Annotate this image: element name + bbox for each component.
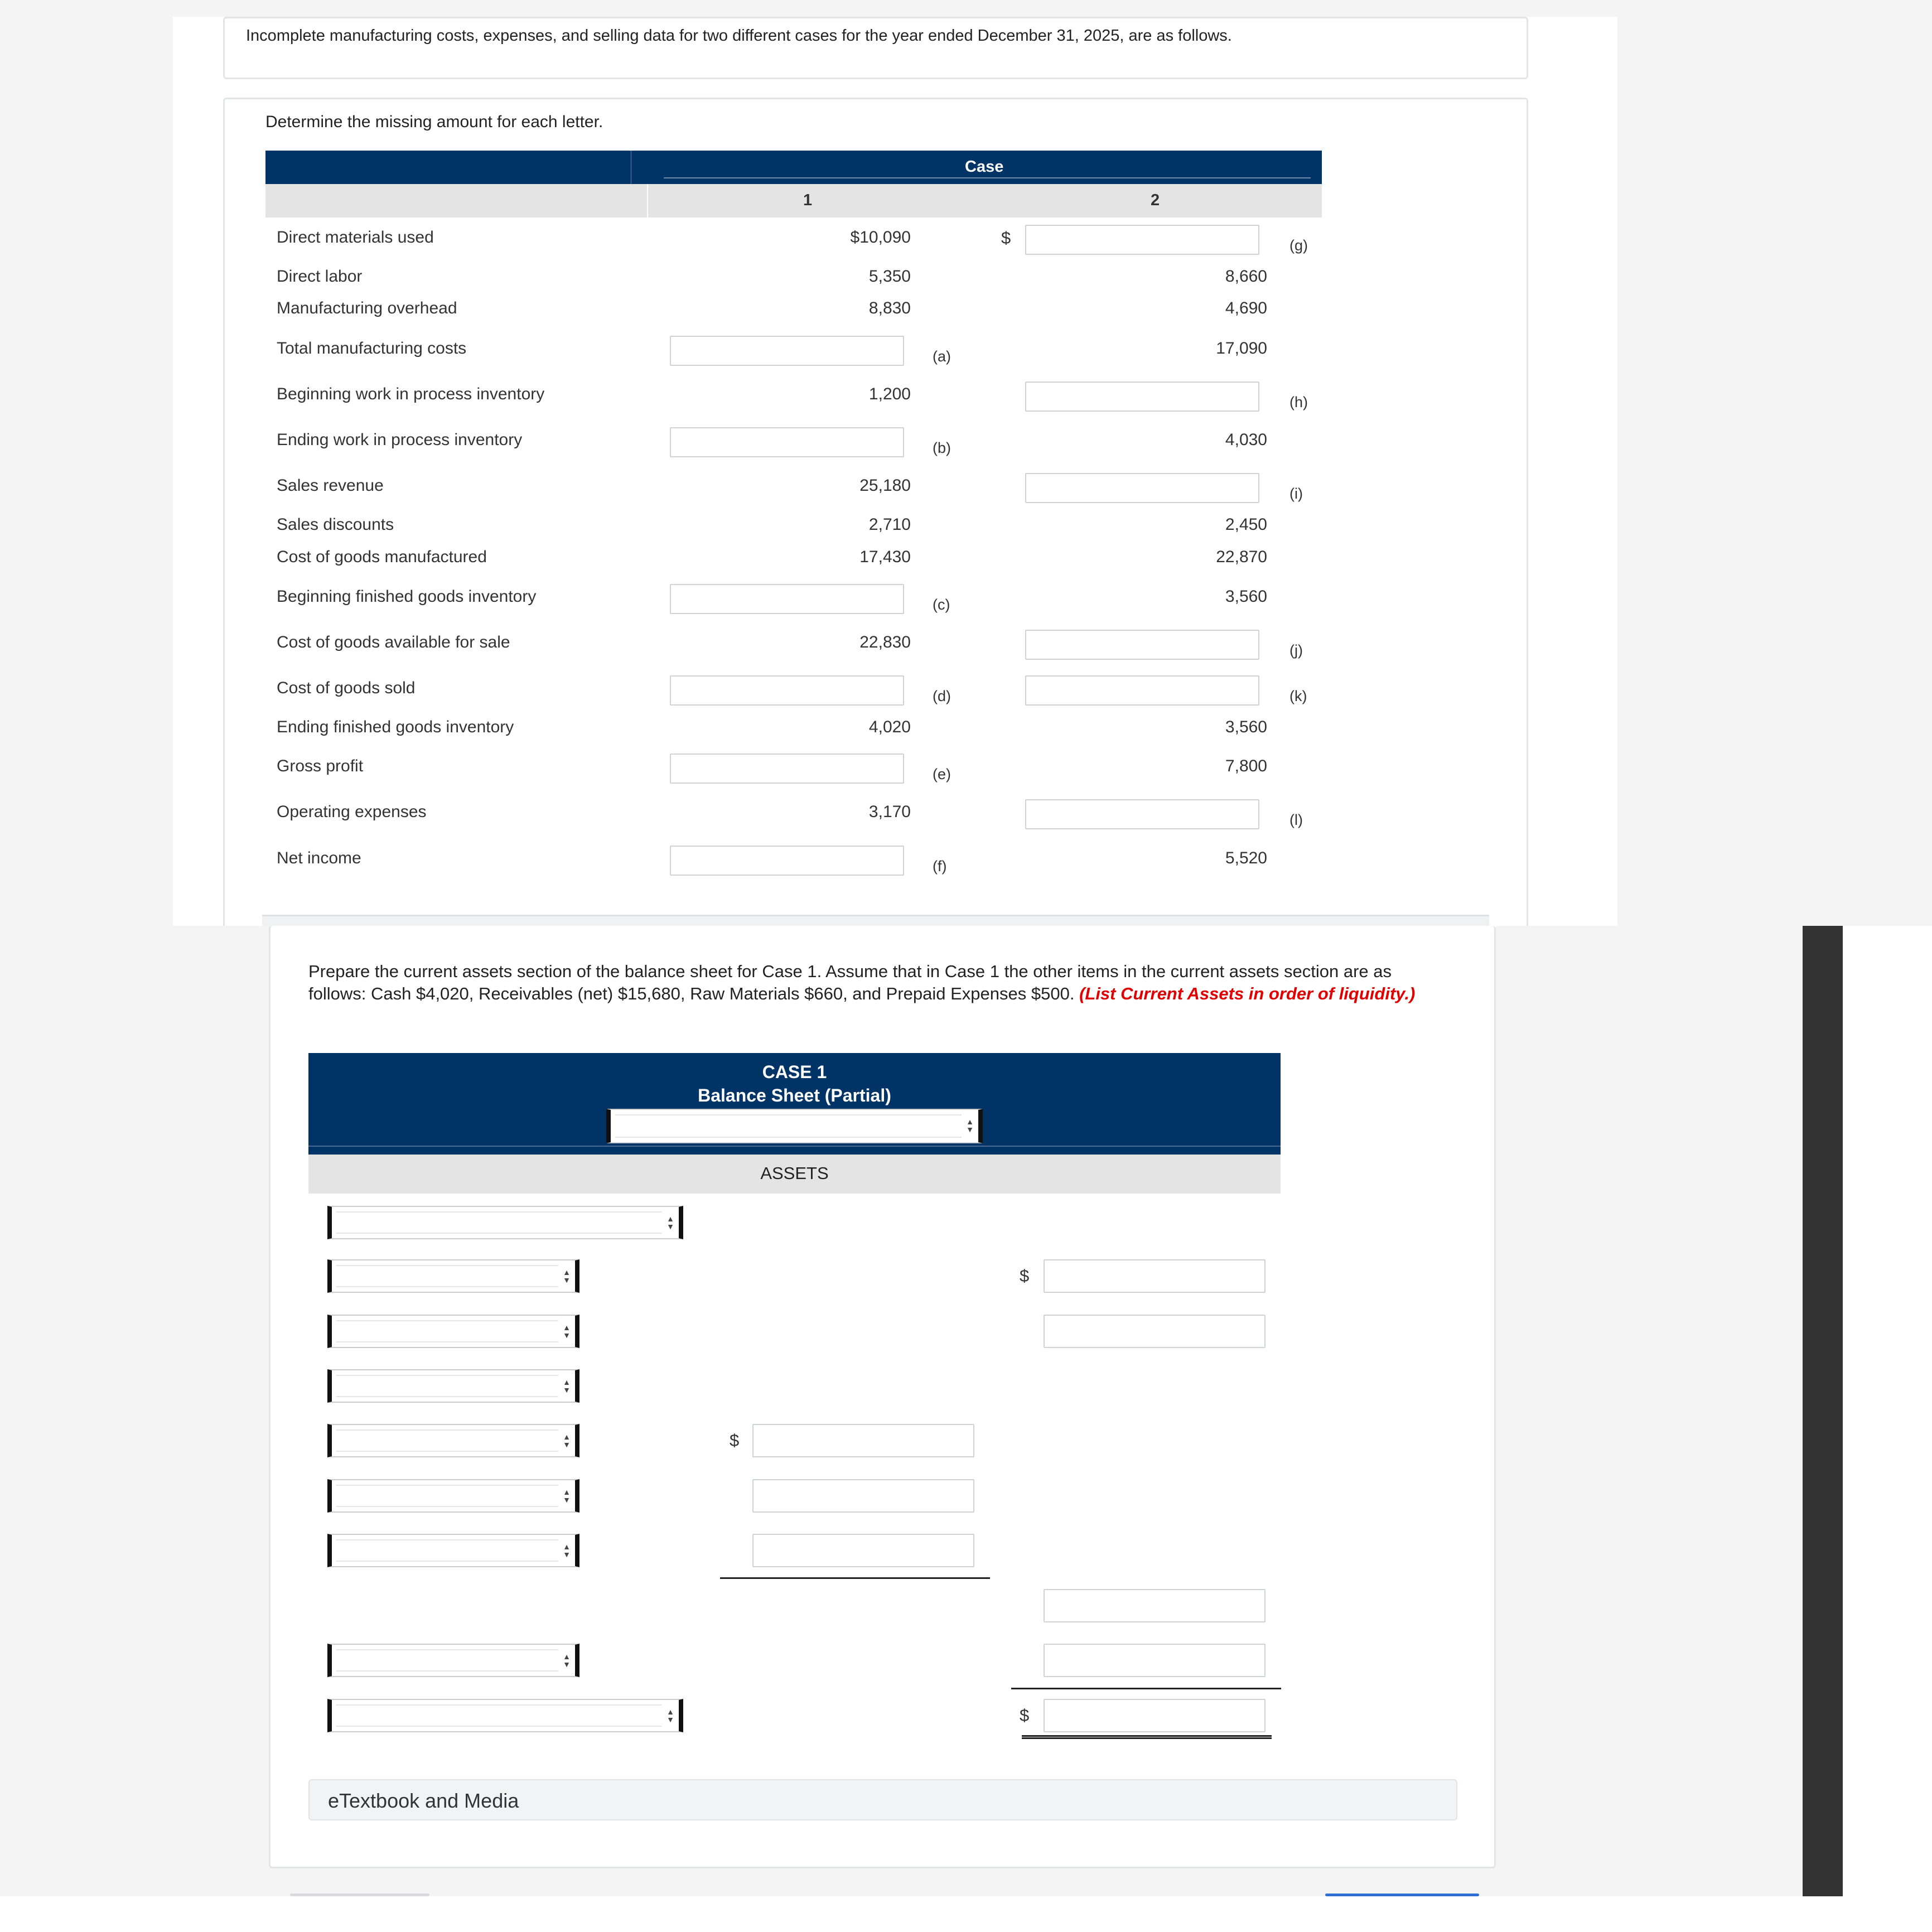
case2-value: 8,660 (1225, 267, 1267, 286)
case-subheader-bar (265, 184, 1322, 218)
case2-letter: (g) (1289, 237, 1308, 254)
case-subheader-divider (647, 184, 648, 218)
row-label: Gross profit (277, 757, 364, 775)
account-dropdown[interactable] (327, 1424, 579, 1457)
case-header-bar (265, 151, 1322, 184)
case2-letter: (h) (1289, 394, 1308, 410)
case1-value: 22,830 (859, 633, 911, 651)
bottom-right-button-edge[interactable] (1325, 1894, 1479, 1896)
dropdown-arrow-icon: ▲ ▼ (563, 1542, 571, 1559)
dropdown-arrow-icon: ▲ ▼ (563, 1323, 571, 1340)
case1-answer-input[interactable] (670, 754, 904, 784)
part2-instruction (308, 960, 1446, 1005)
case2-value: 3,560 (1225, 718, 1267, 736)
scrollbar-track[interactable] (1803, 926, 1843, 1896)
dollar-sign: $ (1020, 1266, 1030, 1286)
account-dropdown[interactable] (327, 1644, 579, 1677)
subtotal-underline (720, 1577, 990, 1579)
case2-value: 2,450 (1225, 515, 1267, 534)
amount-input[interactable] (1044, 1315, 1266, 1348)
row-label: Manufacturing overhead (277, 299, 457, 317)
dropdown-arrow-icon: ▲ ▼ (666, 1214, 674, 1231)
current-assets-heading-dropdown[interactable] (327, 1206, 683, 1239)
case2-value: 7,800 (1225, 757, 1267, 775)
part1-instruction: Determine the missing amount for each letter. (265, 113, 603, 131)
row-label: Ending finished goods inventory (277, 718, 514, 736)
case-header-label: Case (965, 158, 1004, 176)
case1-letter: (f) (933, 858, 947, 875)
dropdown-arrow-icon: ▲ ▼ (563, 1487, 571, 1504)
case1-value: 8,830 (868, 299, 911, 317)
row-label: Beginning finished goods inventory (277, 587, 537, 606)
case1-letter: (c) (933, 596, 950, 613)
case1-answer-input[interactable] (670, 584, 904, 614)
row-label: Sales discounts (277, 515, 394, 534)
intro-text: Incomplete manufacturing costs, expenses, and selling data for two different cases for the year ended December 31, 2025, are as follows. (246, 27, 1232, 45)
lower-background-right (1496, 926, 1803, 1896)
page-background-left (0, 0, 173, 926)
case1-value: 1,200 (868, 385, 911, 403)
case2-value: 3,560 (1225, 587, 1267, 606)
case1-value: 3,170 (868, 803, 911, 821)
case1-value: 2,710 (868, 515, 911, 534)
inventory-amount-input[interactable] (752, 1534, 974, 1567)
case1-value: 5,350 (868, 267, 911, 286)
page-background-top (173, 0, 1617, 17)
etextbook-link[interactable]: eTextbook and Media (328, 1789, 519, 1812)
case1-letter: (d) (933, 688, 951, 704)
header-underline (308, 1146, 1281, 1147)
case1-letter: (e) (933, 766, 951, 783)
dollar-sign: $ (730, 1431, 740, 1450)
case1-value: 4,020 (868, 718, 911, 736)
case-header-divider (630, 151, 632, 184)
inventory-amount-input[interactable] (752, 1424, 974, 1457)
total-current-assets-dropdown[interactable] (327, 1699, 683, 1732)
case2-value: 22,870 (1216, 548, 1267, 566)
case2-value: 4,690 (1225, 299, 1267, 317)
case2-value: 17,090 (1216, 339, 1267, 358)
case2-answer-input[interactable] (1025, 799, 1259, 829)
assets-header: ASSETS (760, 1163, 829, 1183)
case2-answer-input[interactable] (1025, 675, 1259, 706)
intro-panel (223, 17, 1528, 79)
dropdown-arrow-icon: ▲ ▼ (563, 1378, 571, 1394)
case1-answer-input[interactable] (670, 675, 904, 706)
row-label: Cost of goods available for sale (277, 633, 510, 651)
row-label: Net income (277, 849, 361, 867)
case2-column-header: 2 (1151, 191, 1160, 209)
case1-answer-input[interactable] (670, 427, 904, 457)
dropdown-arrow-icon: ▲ ▼ (666, 1707, 674, 1724)
case2-answer-input[interactable] (1025, 630, 1259, 660)
row-label: Beginning work in process inventory (277, 385, 545, 403)
bottom-left-button-edge[interactable] (290, 1894, 429, 1896)
account-dropdown[interactable] (327, 1534, 579, 1567)
total-current-assets-input[interactable] (1044, 1699, 1266, 1732)
case2-letter: (j) (1289, 642, 1303, 659)
lower-background-left (0, 926, 269, 1896)
case2-dollar-sign: $ (1001, 228, 1011, 248)
row-label: Ending work in process inventory (277, 431, 523, 449)
amount-input[interactable] (1044, 1644, 1266, 1677)
total-underline (1011, 1688, 1281, 1689)
case2-value: 4,030 (1225, 431, 1267, 449)
date-dropdown[interactable] (606, 1109, 983, 1143)
total-inventories-input[interactable] (1044, 1589, 1266, 1622)
case1-column-header: 1 (803, 191, 813, 209)
dropdown-arrow-icon: ▲ ▼ (563, 1432, 571, 1449)
dollar-sign: $ (1020, 1706, 1030, 1725)
part2-instruction-text: Prepare the current assets section of the balance sheet for Case 1. Assume that in Case 1 the other items in the current assets section are as follows: Cash $4,020, Receivables (net) $15,680, Raw Materials $660, and Prepaid Expenses $500. (308, 962, 1392, 1003)
case1-value: 25,180 (859, 476, 911, 495)
account-dropdown[interactable] (327, 1259, 579, 1293)
account-dropdown[interactable] (327, 1369, 579, 1403)
balance-sheet-title-line2: Balance Sheet (Partial) (698, 1085, 891, 1105)
amount-input[interactable] (1044, 1259, 1266, 1293)
case1-letter: (a) (933, 348, 951, 365)
case2-answer-input[interactable] (1025, 381, 1259, 412)
case2-value: 5,520 (1225, 849, 1267, 867)
balance-sheet-title-line1: CASE 1 (762, 1062, 827, 1082)
dropdown-arrow-icon: ▲ ▼ (966, 1117, 974, 1134)
dropdown-arrow-icon: ▲ ▼ (563, 1268, 571, 1284)
case2-letter: (l) (1289, 812, 1303, 828)
case1-letter: (b) (933, 439, 951, 456)
row-label: Direct labor (277, 267, 363, 286)
case1-value: $10,090 (850, 228, 911, 247)
row-label: Operating expenses (277, 803, 427, 821)
double-underline (1022, 1735, 1272, 1739)
case1-answer-input[interactable] (670, 336, 904, 366)
dropdown-arrow-icon: ▲ ▼ (563, 1652, 571, 1669)
case2-answer-input[interactable] (1025, 473, 1259, 503)
row-label: Sales revenue (277, 476, 384, 495)
case1-value: 17,430 (859, 548, 911, 566)
row-label: Direct materials used (277, 228, 434, 247)
inventory-amount-input[interactable] (752, 1479, 974, 1513)
lower-background-bottom (269, 1867, 1496, 1896)
case2-answer-input[interactable] (1025, 225, 1259, 255)
account-dropdown[interactable] (327, 1479, 579, 1513)
case-header-underline (664, 177, 1311, 178)
case1-answer-input[interactable] (670, 846, 904, 876)
part2-instruction-note: (List Current Assets in order of liquidity.) (1079, 984, 1416, 1003)
row-label: Total manufacturing costs (277, 339, 467, 358)
account-dropdown[interactable] (327, 1315, 579, 1348)
row-label: Cost of goods manufactured (277, 548, 487, 566)
row-label: Cost of goods sold (277, 679, 416, 697)
case2-letter: (i) (1289, 485, 1303, 502)
case2-letter: (k) (1289, 688, 1307, 704)
page-background-right (1617, 0, 1932, 926)
